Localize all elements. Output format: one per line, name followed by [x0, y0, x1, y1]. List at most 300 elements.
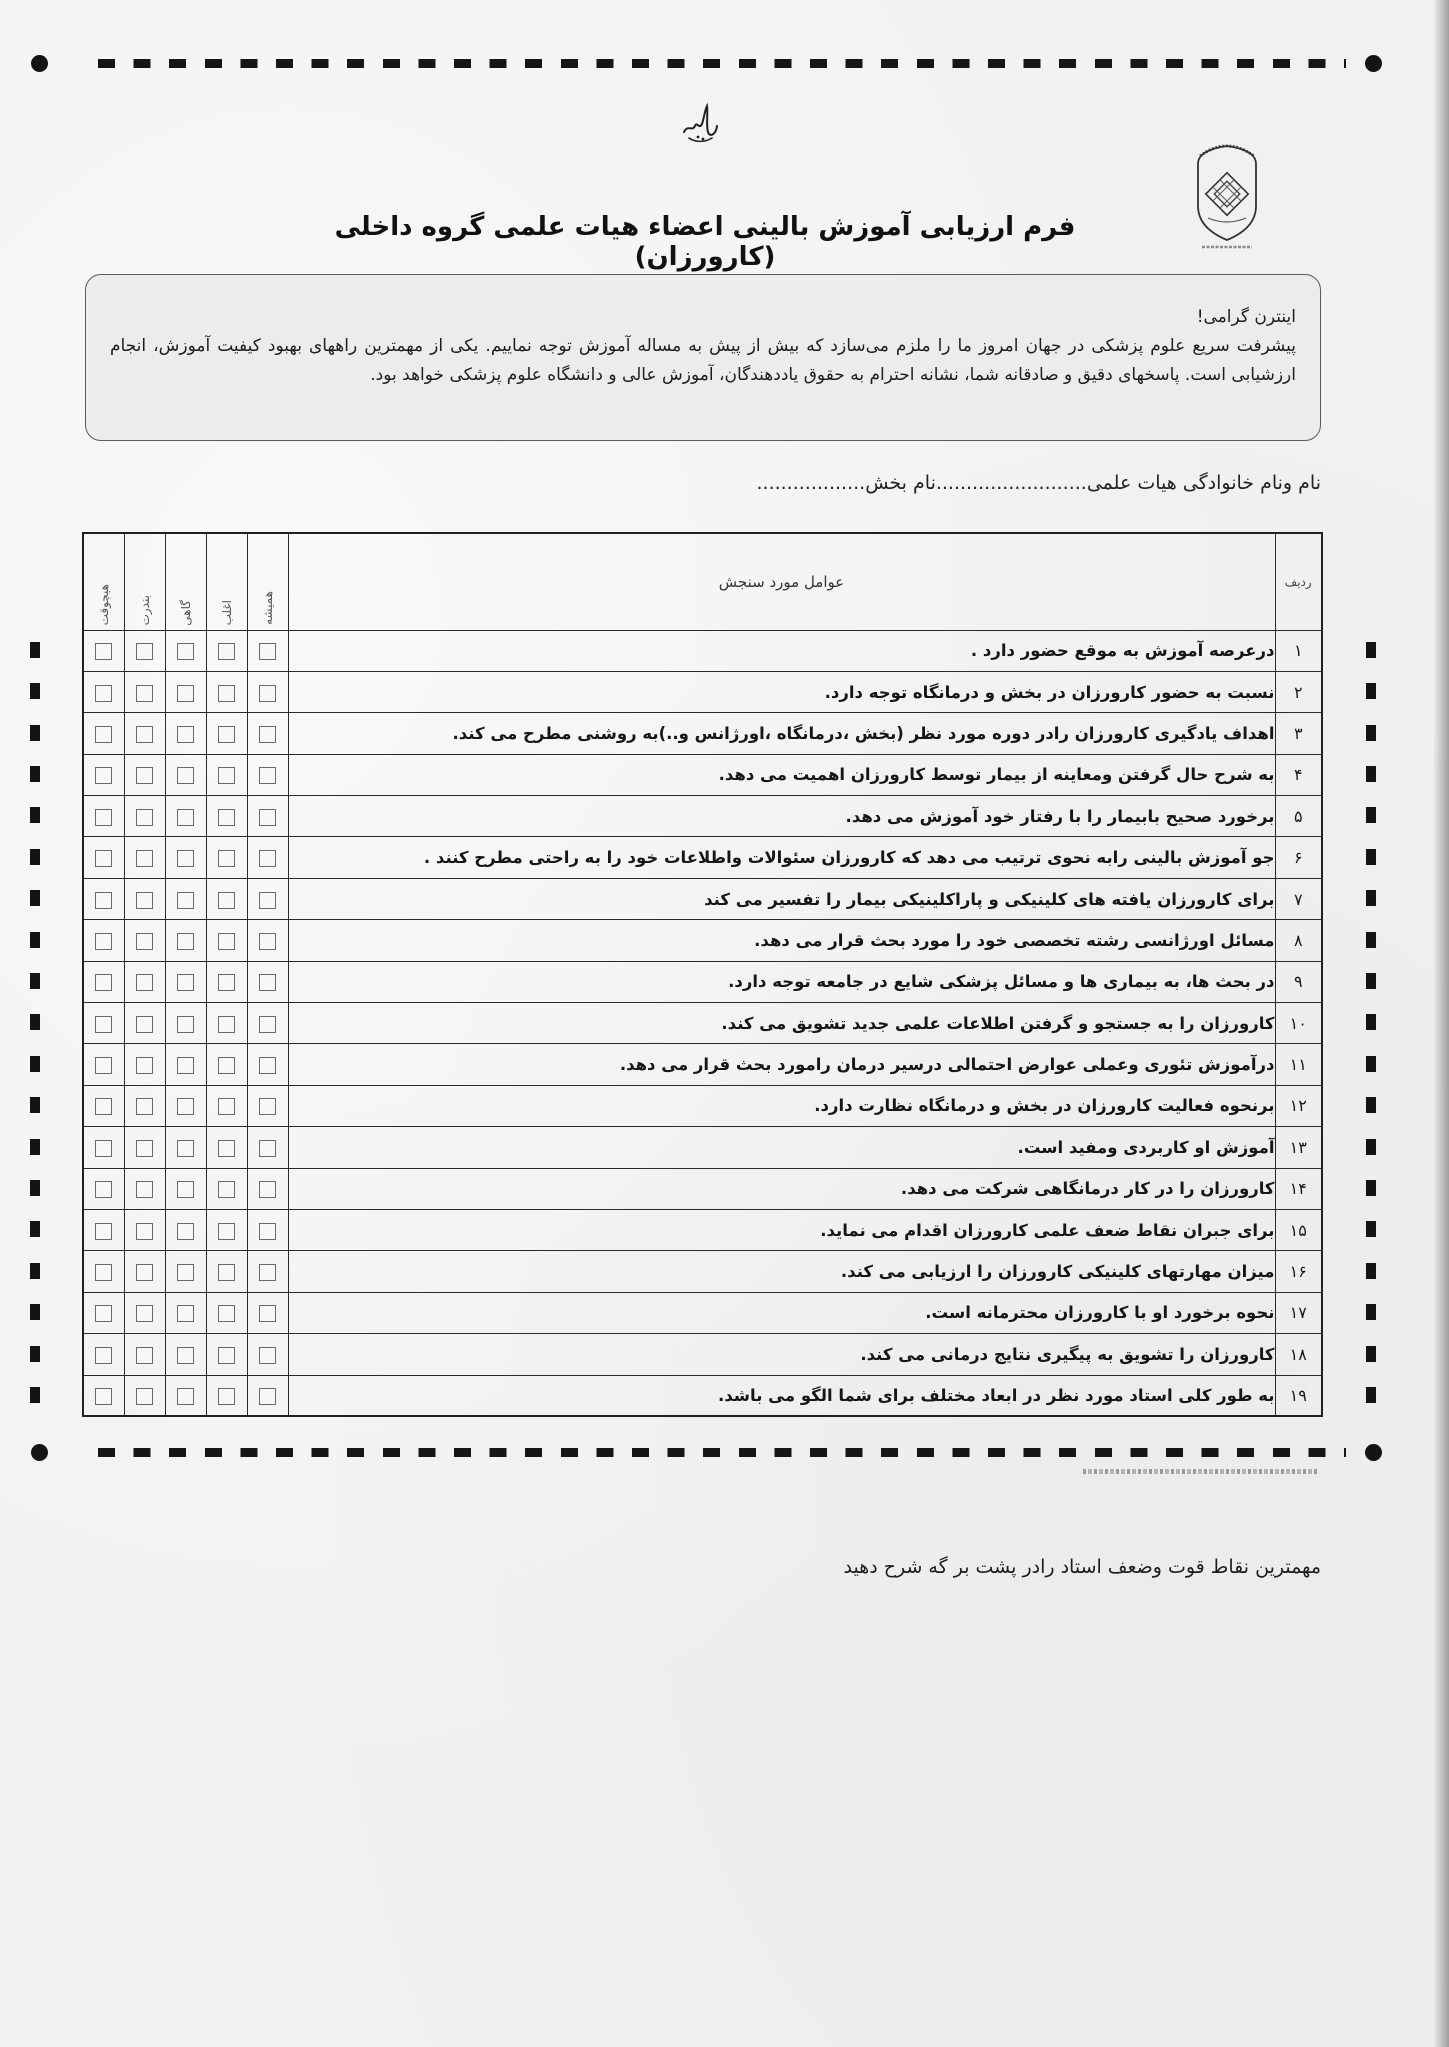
header-row-number: ردیف: [1275, 533, 1322, 630]
scale-cell-never: [83, 630, 124, 671]
scale-cell-rarely: [124, 1334, 165, 1375]
scale-cell-sometimes: [165, 1168, 206, 1209]
faculty-name-line: نام ونام خانوادگی هیات علمی.........................نام بخش..................: [756, 472, 1321, 494]
table-row: [83, 1375, 1322, 1416]
checkbox-sometimes[interactable]: [177, 1305, 194, 1322]
checkbox-often[interactable]: [218, 1098, 235, 1115]
table-row: [83, 754, 1322, 795]
scale-cell-often: [206, 920, 247, 961]
checkbox-never[interactable]: [95, 974, 112, 991]
scale-cell-sometimes: [165, 1209, 206, 1250]
registration-dot-bottom-left: [31, 1444, 48, 1461]
registration-mark-right: [1366, 1180, 1376, 1196]
table-row: [83, 796, 1322, 837]
scale-cell-rarely: [124, 1375, 165, 1416]
checkbox-sometimes[interactable]: [177, 1223, 194, 1240]
scale-cell-rarely: [124, 1292, 165, 1333]
scale-cell-never: [83, 754, 124, 795]
scale-cell-always: [247, 1127, 288, 1168]
checkbox-sometimes[interactable]: [177, 1347, 194, 1364]
intro-box: [85, 274, 1321, 441]
scale-cell-never: [83, 1127, 124, 1168]
checkbox-always[interactable]: [259, 1388, 276, 1405]
table-row: [83, 961, 1322, 1002]
registration-mark-left: [30, 766, 40, 782]
timing-marks-bottom: [98, 1448, 1346, 1457]
checkbox-rarely[interactable]: [136, 1223, 153, 1240]
checkbox-often[interactable]: [218, 892, 235, 909]
scale-cell-always: [247, 1044, 288, 1085]
scale-cell-often: [206, 1085, 247, 1126]
checkbox-sometimes[interactable]: [177, 809, 194, 826]
table-row: [83, 920, 1322, 961]
checkbox-never[interactable]: [95, 892, 112, 909]
handwritten-signature: [680, 102, 720, 146]
intro-body: پیشرفت سریع علوم پزشکی در جهان امروز ما را ملزم می‌سازد که بیش از پیش به مساله آموزش توجه نماییم. یکی از مهمترین راههای بهبود کیفیت آموزش، انجام ارزشیابی است. پاسخهای دقیق و صادقانه شما، نشانه احترام به حقوق یاددهندگان، آموزش عالی و دانشگاه علوم پزشکی خواهد بود.: [110, 336, 1296, 385]
registration-mark-right: [1366, 1056, 1376, 1072]
checkbox-never[interactable]: [95, 767, 112, 784]
checkbox-rarely[interactable]: [136, 850, 153, 867]
scale-cell-sometimes: [165, 796, 206, 837]
registration-mark-right: [1366, 1014, 1376, 1030]
table-row: [83, 1209, 1322, 1250]
scale-cell-sometimes: [165, 961, 206, 1002]
scale-cell-sometimes: [165, 1292, 206, 1333]
table-row: [83, 1003, 1322, 1044]
header-scale-sometimes: گاهی: [178, 599, 193, 626]
scale-cell-often: [206, 671, 247, 712]
criterion-text: به شرح حال گرفتن ومعاینه از بیمار توسط کارورزان اهمیت می دهد.: [288, 754, 1275, 795]
scale-cell-rarely: [124, 961, 165, 1002]
checkbox-often[interactable]: [218, 1057, 235, 1074]
checkbox-often[interactable]: [218, 933, 235, 950]
footer-fine-print: [1083, 1469, 1318, 1474]
header-scale-often-cell: [206, 533, 247, 630]
criterion-text: آموزش او کاربردی ومفید است.: [288, 1127, 1275, 1168]
checkbox-never[interactable]: [95, 726, 112, 743]
row-number: ۱۳: [1275, 1127, 1322, 1168]
checkbox-sometimes[interactable]: [177, 643, 194, 660]
checkbox-often[interactable]: [218, 685, 235, 702]
checkbox-never[interactable]: [95, 933, 112, 950]
scale-cell-sometimes: [165, 754, 206, 795]
checkbox-never[interactable]: [95, 809, 112, 826]
checkbox-never[interactable]: [95, 1347, 112, 1364]
scale-cell-often: [206, 1375, 247, 1416]
registration-mark-right: [1366, 1387, 1376, 1403]
scale-cell-never: [83, 1334, 124, 1375]
checkbox-sometimes[interactable]: [177, 1057, 194, 1074]
scale-cell-always: [247, 630, 288, 671]
registration-mark-left: [30, 1139, 40, 1155]
checkbox-often[interactable]: [218, 1388, 235, 1405]
row-number: ۶: [1275, 837, 1322, 878]
header-scale-always-cell: [247, 533, 288, 630]
scan-edge-shadow: [1433, 0, 1449, 2047]
checkbox-rarely[interactable]: [136, 1181, 153, 1198]
scale-cell-rarely: [124, 1251, 165, 1292]
checkbox-always[interactable]: [259, 1347, 276, 1364]
registration-mark-right: [1366, 1221, 1376, 1237]
table-row: [83, 713, 1322, 754]
criterion-text: درآموزش تئوری وعملی عوارض احتمالی درسیر درمان رامورد بحث قرار می دهد.: [288, 1044, 1275, 1085]
scale-cell-rarely: [124, 1209, 165, 1250]
checkbox-always[interactable]: [259, 974, 276, 991]
scale-cell-often: [206, 1251, 247, 1292]
criterion-text: برخورد صحیح بابیمار را با رفتار خود آموزش می دهد.: [288, 796, 1275, 837]
registration-mark-right: [1366, 725, 1376, 741]
checkbox-always[interactable]: [259, 1016, 276, 1033]
row-number: ۱۲: [1275, 1085, 1322, 1126]
checkbox-rarely[interactable]: [136, 1098, 153, 1115]
row-number: ۱۸: [1275, 1334, 1322, 1375]
criterion-text: کارورزان را در کار درمانگاهی شرکت می دهد.: [288, 1168, 1275, 1209]
scale-cell-always: [247, 878, 288, 919]
checkbox-never[interactable]: [95, 643, 112, 660]
header-scale-sometimes-cell: [165, 533, 206, 630]
scale-cell-often: [206, 878, 247, 919]
header-criteria: عوامل مورد سنجش: [288, 533, 1275, 630]
scale-cell-always: [247, 837, 288, 878]
checkbox-sometimes[interactable]: [177, 1140, 194, 1157]
checkbox-rarely[interactable]: [136, 1388, 153, 1405]
checkbox-sometimes[interactable]: [177, 850, 194, 867]
checkbox-often[interactable]: [218, 1264, 235, 1281]
criterion-text: برنحوه فعالیت کارورزان در بخش و درمانگاه نظارت دارد.: [288, 1085, 1275, 1126]
registration-mark-left: [30, 890, 40, 906]
scale-cell-often: [206, 1003, 247, 1044]
scale-cell-rarely: [124, 1044, 165, 1085]
table-row: [83, 1127, 1322, 1168]
scale-cell-rarely: [124, 754, 165, 795]
checkbox-never[interactable]: [95, 1016, 112, 1033]
registration-mark-left: [30, 849, 40, 865]
checkbox-often[interactable]: [218, 1305, 235, 1322]
table-row: [83, 630, 1322, 671]
row-number: ۷: [1275, 878, 1322, 919]
checkbox-often[interactable]: [218, 974, 235, 991]
row-number: ۱۰: [1275, 1003, 1322, 1044]
scale-cell-never: [83, 796, 124, 837]
checkbox-sometimes[interactable]: [177, 767, 194, 784]
registration-mark-right: [1366, 1097, 1376, 1113]
checkbox-rarely[interactable]: [136, 892, 153, 909]
table-row: [83, 1292, 1322, 1333]
registration-mark-left: [30, 683, 40, 699]
registration-mark-left: [30, 1387, 40, 1403]
checkbox-sometimes[interactable]: [177, 892, 194, 909]
checkbox-rarely[interactable]: [136, 726, 153, 743]
scale-cell-rarely: [124, 1127, 165, 1168]
scale-cell-often: [206, 630, 247, 671]
scale-cell-always: [247, 1334, 288, 1375]
scale-cell-never: [83, 1209, 124, 1250]
registration-mark-left: [30, 1056, 40, 1072]
row-number: ۱۶: [1275, 1251, 1322, 1292]
criterion-text: کارورزان را تشویق به پیگیری نتایج درمانی می کند.: [288, 1334, 1275, 1375]
checkbox-rarely[interactable]: [136, 1305, 153, 1322]
scale-cell-rarely: [124, 671, 165, 712]
scale-cell-always: [247, 1375, 288, 1416]
checkbox-always[interactable]: [259, 1140, 276, 1157]
checkbox-sometimes[interactable]: [177, 726, 194, 743]
checkbox-never[interactable]: [95, 1181, 112, 1198]
scale-cell-often: [206, 1209, 247, 1250]
scale-cell-never: [83, 1044, 124, 1085]
scale-cell-always: [247, 713, 288, 754]
checkbox-never[interactable]: [95, 1140, 112, 1157]
criterion-text: جو آموزش بالینی رابه نحوی ترتیب می دهد که کارورزان سئوالات واطلاعات خود را به راحتی مطرح کنند .: [288, 837, 1275, 878]
scale-cell-never: [83, 837, 124, 878]
scale-cell-never: [83, 920, 124, 961]
scale-cell-sometimes: [165, 1251, 206, 1292]
checkbox-always[interactable]: [259, 643, 276, 660]
scale-cell-often: [206, 1334, 247, 1375]
table-row: [83, 1168, 1322, 1209]
scale-cell-rarely: [124, 1003, 165, 1044]
table-body: [83, 630, 1322, 1416]
scale-cell-often: [206, 837, 247, 878]
checkbox-never[interactable]: [95, 1098, 112, 1115]
registration-mark-left: [30, 1097, 40, 1113]
criterion-text: نسبت به حضور کارورزان در بخش و درمانگاه توجه دارد.: [288, 671, 1275, 712]
checkbox-sometimes[interactable]: [177, 1388, 194, 1405]
registration-mark-left: [30, 1180, 40, 1196]
scale-cell-often: [206, 1168, 247, 1209]
row-number: ۵: [1275, 796, 1322, 837]
registration-mark-left: [30, 725, 40, 741]
scale-cell-sometimes: [165, 1127, 206, 1168]
scale-cell-often: [206, 961, 247, 1002]
registration-mark-right: [1366, 683, 1376, 699]
header-scale-always: همیشه: [260, 591, 275, 626]
checkbox-rarely[interactable]: [136, 1057, 153, 1074]
scale-cell-always: [247, 1085, 288, 1126]
scale-cell-rarely: [124, 630, 165, 671]
scale-cell-rarely: [124, 837, 165, 878]
row-number: ۱۷: [1275, 1292, 1322, 1333]
scale-cell-rarely: [124, 796, 165, 837]
row-number: ۱۱: [1275, 1044, 1322, 1085]
scale-cell-sometimes: [165, 1085, 206, 1126]
registration-mark-left: [30, 1221, 40, 1237]
checkbox-often[interactable]: [218, 850, 235, 867]
registration-mark-right: [1366, 1139, 1376, 1155]
checkbox-always[interactable]: [259, 892, 276, 909]
checkbox-always[interactable]: [259, 933, 276, 950]
header-scale-never: هیچوقت: [96, 584, 111, 626]
scale-cell-always: [247, 1003, 288, 1044]
criterion-text: کارورزان را به جستجو و گرفتن اطلاعات علمی جدید تشویق می کند.: [288, 1003, 1275, 1044]
checkbox-rarely[interactable]: [136, 809, 153, 826]
scale-cell-sometimes: [165, 671, 206, 712]
criterion-text: اهداف یادگیری کارورزان رادر دوره مورد نظر (بخش ،درمانگاه ،اورژانس و..)به روشنی مطرح می کند.: [288, 713, 1275, 754]
criterion-text: در بحث ها، به بیماری ها و مسائل پزشکی شایع در جامعه توجه دارد.: [288, 961, 1275, 1002]
checkbox-never[interactable]: [95, 1264, 112, 1281]
criterion-text: برای جبران نقاط ضعف علمی کارورزان اقدام می نماید.: [288, 1209, 1275, 1250]
scale-cell-always: [247, 1168, 288, 1209]
row-number: ۴: [1275, 754, 1322, 795]
criterion-text: مسائل اورژانسی رشته تخصصی خود را مورد بحث قرار می دهد.: [288, 920, 1275, 961]
checkbox-sometimes[interactable]: [177, 933, 194, 950]
checkbox-always[interactable]: [259, 726, 276, 743]
checkbox-sometimes[interactable]: [177, 685, 194, 702]
scale-cell-rarely: [124, 1085, 165, 1126]
scale-cell-often: [206, 754, 247, 795]
checkbox-never[interactable]: [95, 1223, 112, 1240]
registration-mark-right: [1366, 849, 1376, 865]
scale-cell-rarely: [124, 713, 165, 754]
registration-mark-left: [30, 973, 40, 989]
scale-cell-always: [247, 1251, 288, 1292]
table-row: [83, 1334, 1322, 1375]
checkbox-never[interactable]: [95, 1305, 112, 1322]
checkbox-rarely[interactable]: [136, 1016, 153, 1033]
checkbox-often[interactable]: [218, 1016, 235, 1033]
scale-cell-never: [83, 1375, 124, 1416]
checkbox-sometimes[interactable]: [177, 1181, 194, 1198]
registration-mark-left: [30, 1263, 40, 1279]
table-row: [83, 671, 1322, 712]
registration-mark-left: [30, 642, 40, 658]
row-number: ۱۹: [1275, 1375, 1322, 1416]
checkbox-never[interactable]: [95, 850, 112, 867]
checkbox-always[interactable]: [259, 1098, 276, 1115]
registration-dot-top-right: [1365, 55, 1382, 72]
scale-cell-never: [83, 1251, 124, 1292]
evaluation-table: [82, 532, 1323, 1417]
registration-mark-right: [1366, 642, 1376, 658]
university-logo: [1194, 134, 1260, 252]
scale-cell-never: [83, 878, 124, 919]
row-number: ۸: [1275, 920, 1322, 961]
checkbox-never[interactable]: [95, 685, 112, 702]
scale-cell-never: [83, 1168, 124, 1209]
criterion-text: درعرصه آموزش به موقع حضور دارد .: [288, 630, 1275, 671]
header-scale-never-cell: [83, 533, 124, 630]
checkbox-always[interactable]: [259, 685, 276, 702]
registration-dot-top-left: [31, 55, 48, 72]
scale-cell-sometimes: [165, 1334, 206, 1375]
scale-cell-sometimes: [165, 1044, 206, 1085]
registration-mark-right: [1366, 1263, 1376, 1279]
table-row: [83, 1044, 1322, 1085]
registration-mark-left: [30, 1304, 40, 1320]
checkbox-rarely[interactable]: [136, 685, 153, 702]
checkbox-rarely[interactable]: [136, 1264, 153, 1281]
row-number: ۹: [1275, 961, 1322, 1002]
registration-mark-right: [1366, 932, 1376, 948]
scale-cell-always: [247, 796, 288, 837]
scale-cell-often: [206, 1127, 247, 1168]
checkbox-often[interactable]: [218, 1181, 235, 1198]
scale-cell-never: [83, 961, 124, 1002]
criterion-text: برای کارورزان یافته های کلینیکی و پاراکلینیکی بیمار را تفسیر می کند: [288, 878, 1275, 919]
checkbox-often[interactable]: [218, 767, 235, 784]
checkbox-sometimes[interactable]: [177, 974, 194, 991]
checkbox-always[interactable]: [259, 1057, 276, 1074]
checkbox-often[interactable]: [218, 643, 235, 660]
checkbox-often[interactable]: [218, 809, 235, 826]
scale-cell-sometimes: [165, 630, 206, 671]
scale-cell-sometimes: [165, 878, 206, 919]
timing-marks-top: [98, 59, 1346, 68]
scale-cell-sometimes: [165, 713, 206, 754]
scale-cell-rarely: [124, 878, 165, 919]
registration-mark-left: [30, 1014, 40, 1030]
registration-mark-left: [30, 932, 40, 948]
scale-cell-never: [83, 1085, 124, 1126]
scale-cell-sometimes: [165, 920, 206, 961]
checkbox-sometimes[interactable]: [177, 1098, 194, 1115]
header-scale-often: اغلب: [219, 600, 234, 626]
scale-cell-never: [83, 713, 124, 754]
checkbox-never[interactable]: [95, 1388, 112, 1405]
checkbox-always[interactable]: [259, 1305, 276, 1322]
intro-greeting: اینترن گرامی!: [1196, 307, 1296, 327]
checkbox-always[interactable]: [259, 809, 276, 826]
scale-cell-always: [247, 920, 288, 961]
checkbox-sometimes[interactable]: [177, 1264, 194, 1281]
table-row: [83, 837, 1322, 878]
checkbox-always[interactable]: [259, 767, 276, 784]
scale-cell-always: [247, 754, 288, 795]
checkbox-often[interactable]: [218, 1223, 235, 1240]
checkbox-rarely[interactable]: [136, 974, 153, 991]
checkbox-always[interactable]: [259, 1223, 276, 1240]
scale-cell-often: [206, 713, 247, 754]
criterion-text: نحوه برخورد او با کارورزان محترمانه است.: [288, 1292, 1275, 1333]
header-scale-rarely: بندرت: [137, 595, 152, 626]
checkbox-often[interactable]: [218, 1140, 235, 1157]
row-number: ۲: [1275, 671, 1322, 712]
scale-cell-often: [206, 1044, 247, 1085]
form-title: فرم ارزیابی آموزش بالینی اعضاء هیات علمی گروه داخلی (کارورزان): [334, 212, 1076, 272]
criterion-text: میزان مهارتهای کلینیکی کارورزان را ارزیابی می کند.: [288, 1251, 1275, 1292]
checkbox-rarely[interactable]: [136, 767, 153, 784]
footer-note: مهمترین نقاط قوت وضعف استاد رادر پشت بر گه شرح دهید: [843, 1556, 1321, 1578]
scale-cell-sometimes: [165, 1003, 206, 1044]
row-number: ۱: [1275, 630, 1322, 671]
checkbox-rarely[interactable]: [136, 933, 153, 950]
scale-cell-never: [83, 1003, 124, 1044]
checkbox-rarely[interactable]: [136, 1347, 153, 1364]
scale-cell-always: [247, 1292, 288, 1333]
registration-mark-right: [1366, 890, 1376, 906]
checkbox-rarely[interactable]: [136, 643, 153, 660]
scale-cell-rarely: [124, 1168, 165, 1209]
checkbox-often[interactable]: [218, 1347, 235, 1364]
table-row: [83, 878, 1322, 919]
table-row: [83, 1251, 1322, 1292]
scale-cell-always: [247, 961, 288, 1002]
table-header-row: [83, 533, 1322, 630]
checkbox-always[interactable]: [259, 1264, 276, 1281]
checkbox-always[interactable]: [259, 850, 276, 867]
checkbox-often[interactable]: [218, 726, 235, 743]
registration-mark-right: [1366, 766, 1376, 782]
row-number: ۱۴: [1275, 1168, 1322, 1209]
checkbox-sometimes[interactable]: [177, 1016, 194, 1033]
scale-cell-always: [247, 671, 288, 712]
scale-cell-never: [83, 1292, 124, 1333]
registration-mark-left: [30, 807, 40, 823]
checkbox-rarely[interactable]: [136, 1140, 153, 1157]
checkbox-always[interactable]: [259, 1181, 276, 1198]
registration-dot-bottom-right: [1365, 1444, 1382, 1461]
table-row: [83, 1085, 1322, 1126]
checkbox-never[interactable]: [95, 1057, 112, 1074]
